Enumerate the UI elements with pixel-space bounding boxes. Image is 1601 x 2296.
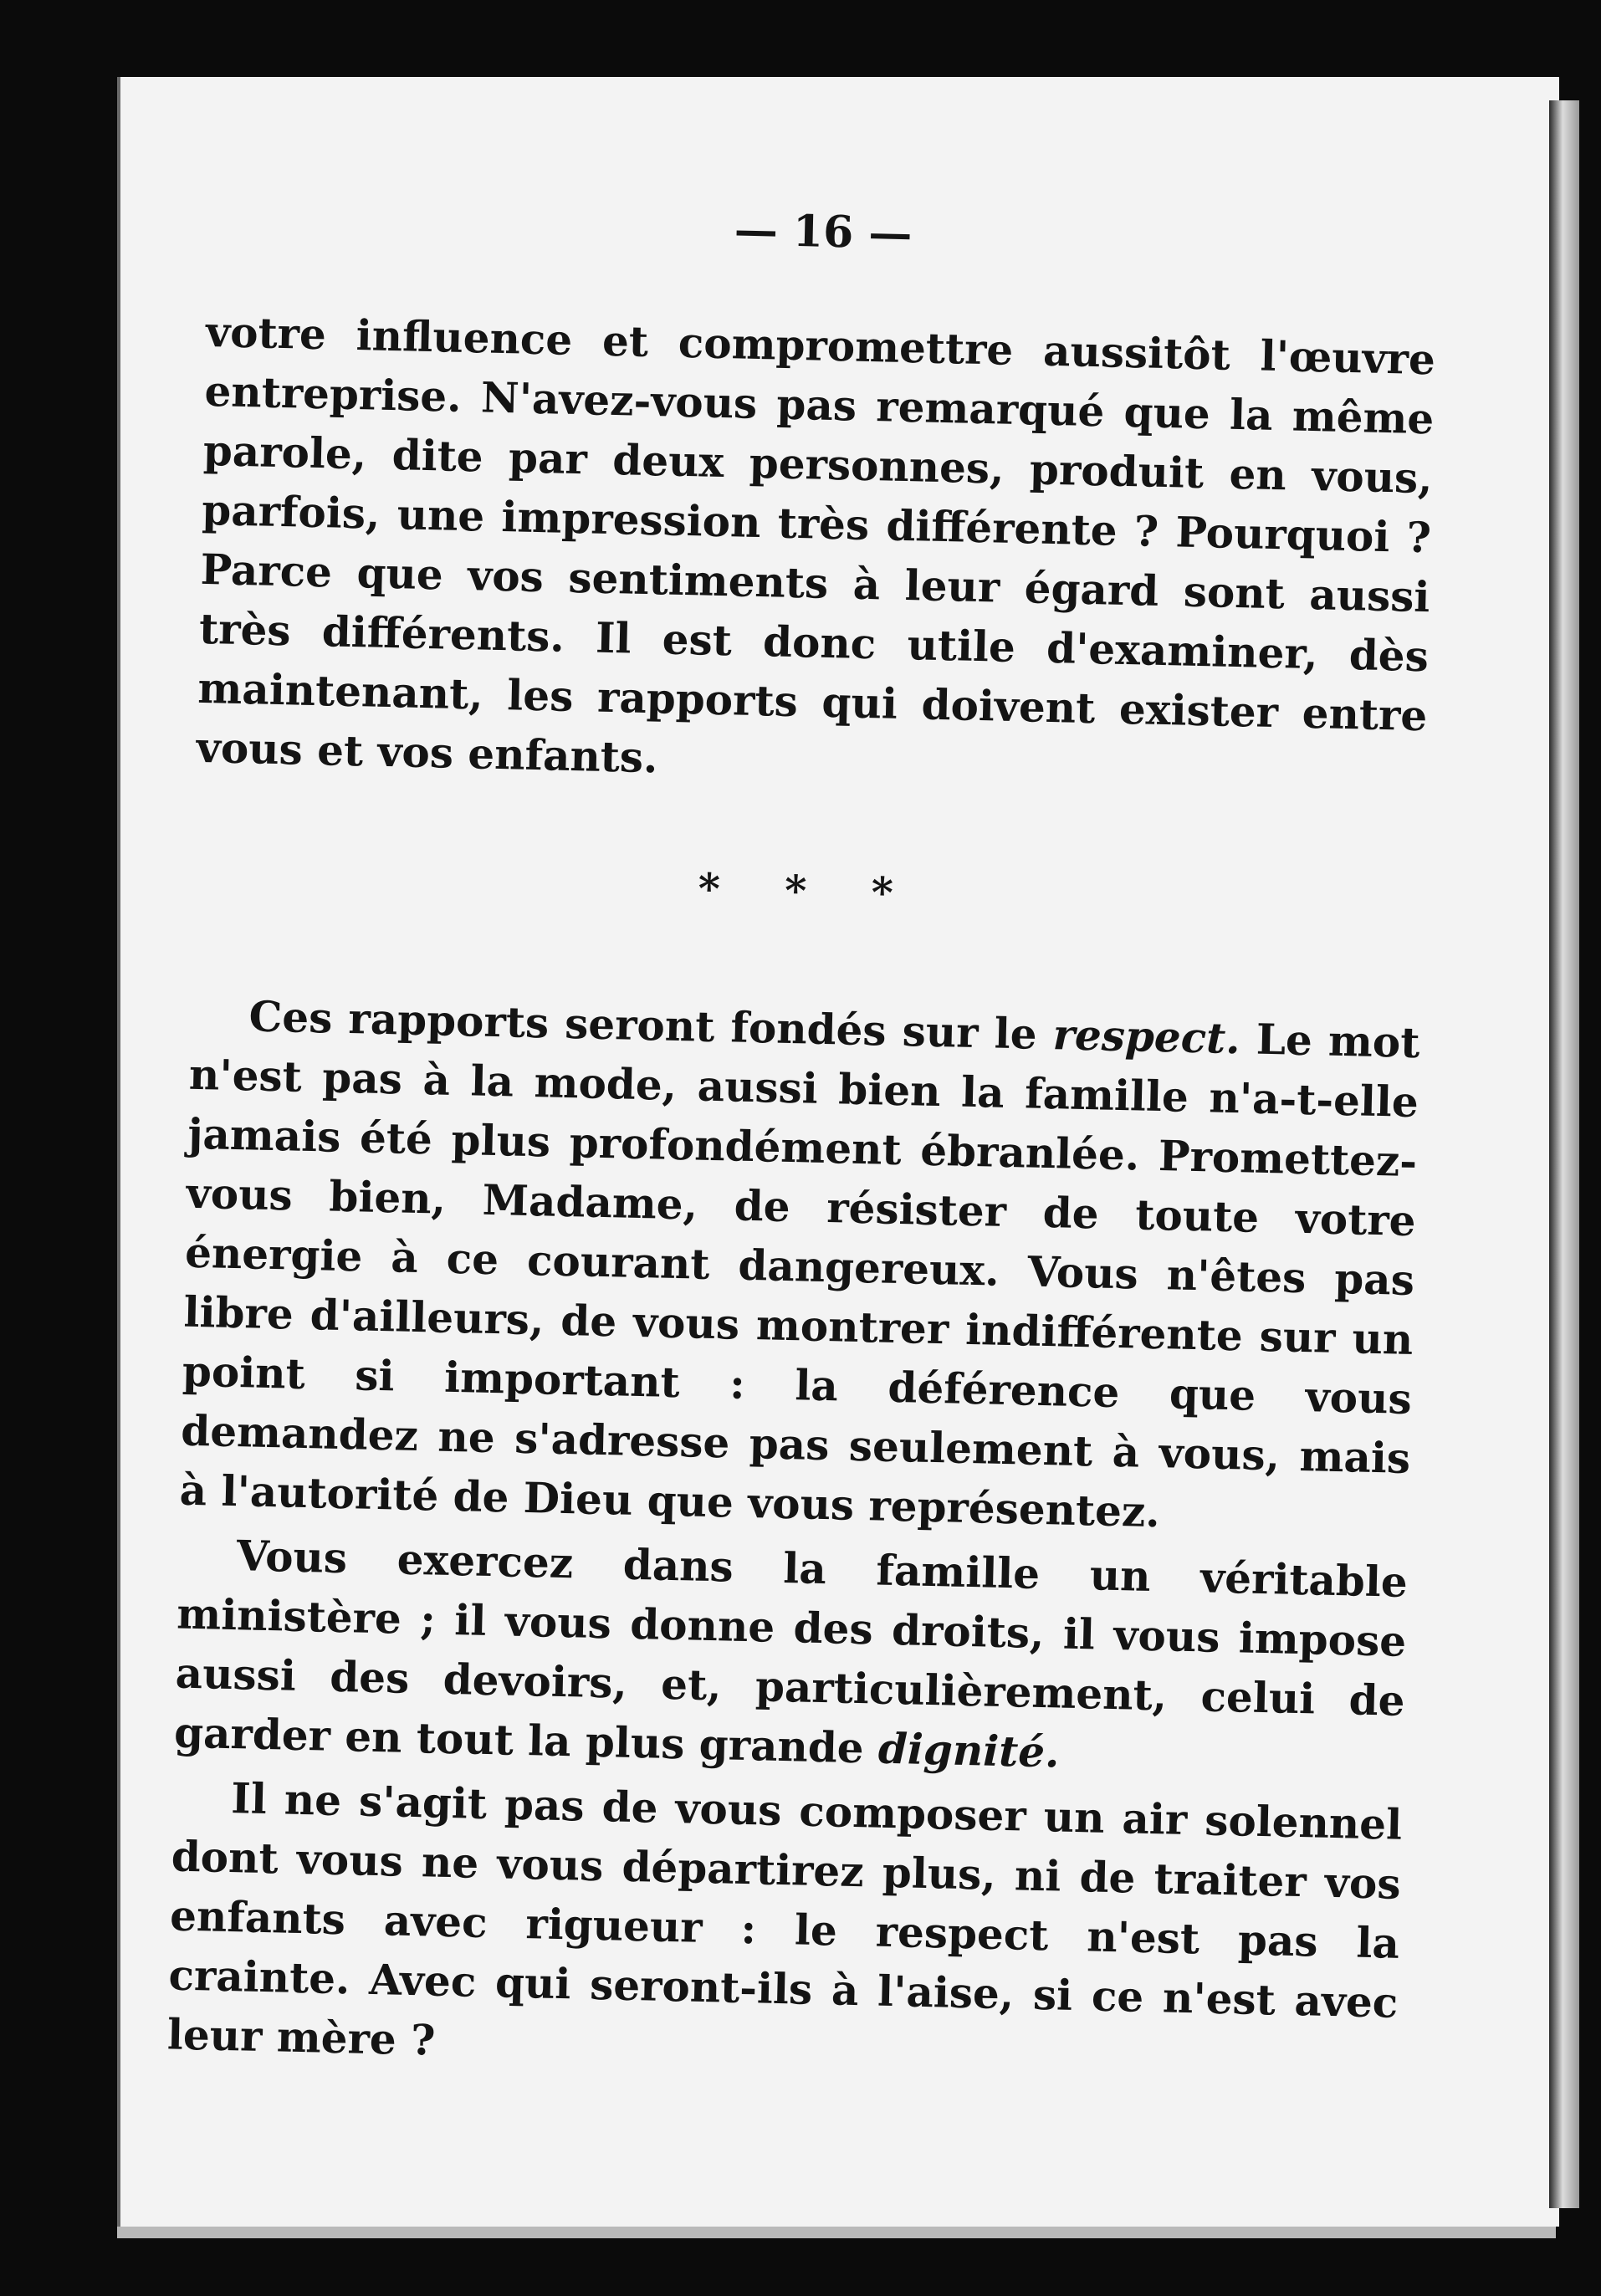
section-separator: * * *	[697, 863, 919, 918]
page-edge	[1549, 100, 1579, 2208]
emphasis-dignite: dignité.	[877, 1723, 1061, 1777]
page-bottom-edge	[117, 2227, 1556, 2238]
page-text	[166, 192, 1438, 2092]
paragraph-1: votre influence et compromettre aussitôt l'œuvre entreprise. N'avez-vous pas remarqué que la même parole, dite par deux personnes, produit en vous, parfois, une impression très différente ? Pourquoi ? Parce que vos sentiments à leur égard sont aussi très différents. Il est donc utile d'examiner, dès maintenant, les rapports qui doivent exister entre vous et vos enfants.	[196, 306, 1436, 783]
paragraph-2-start: Ces rapports seront fondés sur le	[248, 991, 1054, 1060]
paragraph-3-start: Vous exercez dans la famille un véritable ministère ; il vous donne des droits, il vous impose aussi des devoirs, et, particulièrement, celui de garder en tout la plus grande	[173, 1531, 1409, 1773]
emphasis-respect: respect.	[1052, 1010, 1241, 1064]
paragraph-2-end: Le mot n'est pas à la mode, aussi bien la famille n'a-t-elle jamais été plus profondément ébranlée. Promettez-vous bien, Madame, de résister de toute votre énergie à ce courant dangereux. Vous n'êtes pas libre d'ailleurs, de vous montrer indifférente sur un point si important : la déférence que vous demandez ne s'adresse pas seulement à vous, mais à l'autorité de Dieu que vous représentez.	[179, 1014, 1420, 1537]
page-number: — 16 —	[734, 204, 913, 260]
paragraph-3	[173, 1525, 1408, 1790]
paragraph-4: Il ne s'agit pas de vous composer un air solennel dont vous ne vous départirez plus, ni de traiter vos enfants avec rigueur : le respect n'est pas la crainte. Avec qui seront-ils à l'aise, si ce n'est avec leur mère ?	[166, 1773, 1403, 2065]
paragraph-2	[179, 985, 1420, 1547]
